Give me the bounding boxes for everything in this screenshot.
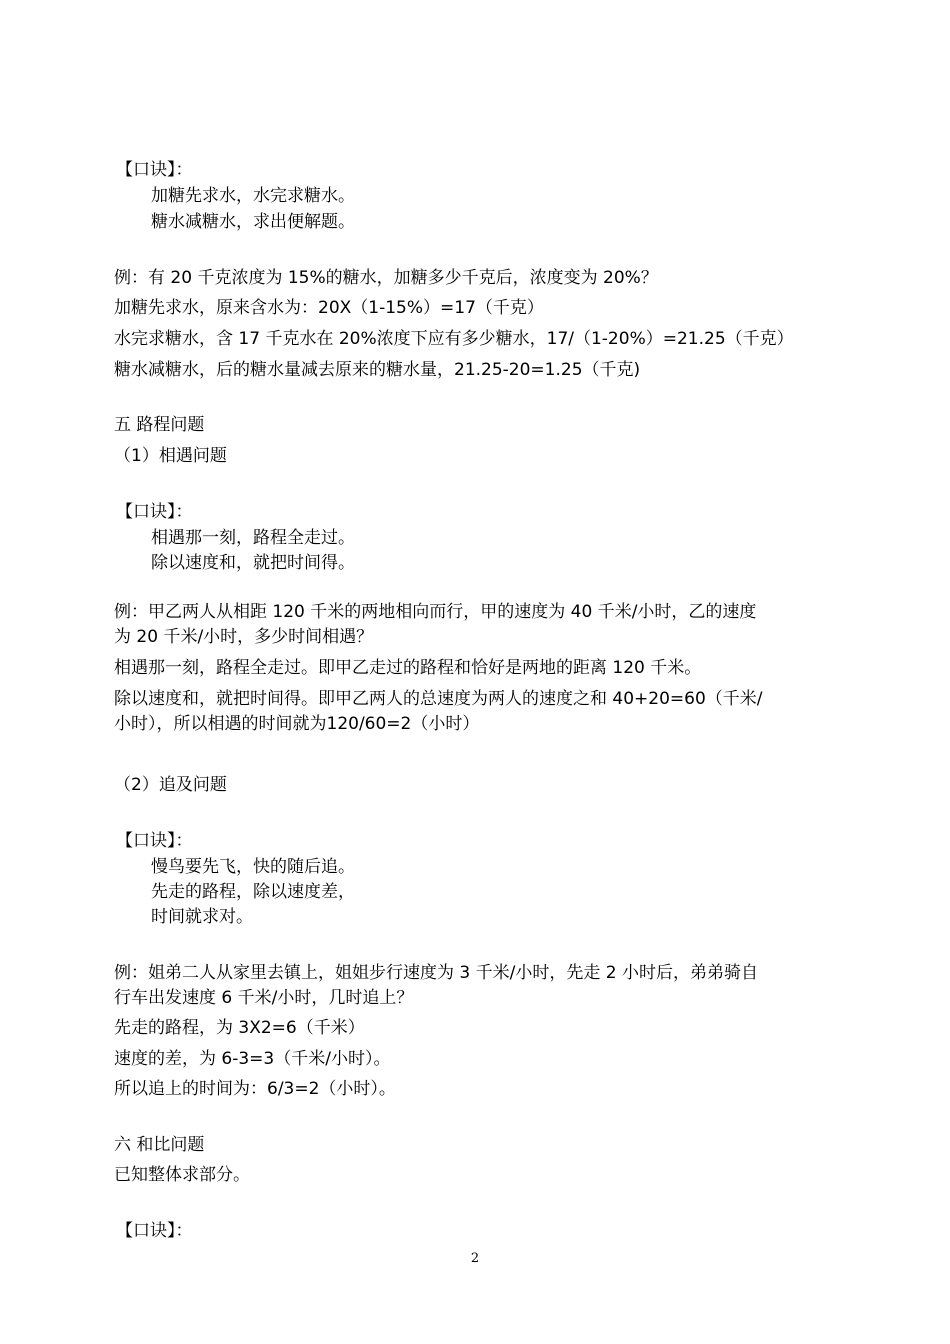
section-title: 五 路程问题 bbox=[114, 415, 205, 435]
page-number: 2 bbox=[470, 1251, 480, 1266]
mnemonic-line: 慢鸟要先飞，快的随后追。 bbox=[151, 857, 355, 877]
section-subtitle: 已知整体求部分。 bbox=[114, 1165, 250, 1185]
example-line: 水完求糖水，含 17 千克水在 20%浓度下应有多少糖水，17/（1-20%）=21.25（千克） bbox=[114, 329, 794, 349]
example-line: 小时），所以相遇的时间就为120/60=2（小时） bbox=[114, 714, 480, 734]
mnemonic-line: 先走的路程，除以速度差， bbox=[151, 882, 355, 902]
mnemonic-line: 加糖先求水，水完求糖水。 bbox=[151, 186, 355, 206]
example-line: 例：甲乙两人从相距 120 千米的两地相向而行，甲的速度为 40 千米/小时，乙的速度 bbox=[114, 602, 757, 622]
example-line: 速度的差，为 6-3=3（千米/小时）。 bbox=[114, 1049, 391, 1069]
mnemonic-line: 除以速度和，就把时间得。 bbox=[151, 553, 355, 573]
mnemonic-label: 【口诀】： bbox=[116, 1221, 193, 1241]
mnemonic-line: 相遇那一刻，路程全走过。 bbox=[151, 528, 355, 548]
section-subtitle: （2）追及问题 bbox=[114, 775, 227, 795]
mnemonic-label: 【口诀】： bbox=[116, 502, 193, 522]
example-line: 例：姐弟二人从家里去镇上，姐姐步行速度为 3 千米/小时，先走 2 小时后，弟弟骑自 bbox=[114, 963, 758, 983]
example-line: 除以速度和，就把时间得。即甲乙两人的总速度为两人的速度之和 40+20=60（千米/ bbox=[114, 689, 763, 709]
example-line: 加糖先求水，原来含水为：20X（1-15%）=17（千克） bbox=[114, 298, 544, 318]
mnemonic-label: 【口诀】： bbox=[116, 160, 193, 180]
example-line: 相遇那一刻，路程全走过。即甲乙走过的路程和恰好是两地的距离 120 千米。 bbox=[114, 658, 702, 678]
section-title: 六 和比问题 bbox=[114, 1135, 205, 1155]
mnemonic-line: 糖水减糖水，求出便解题。 bbox=[151, 212, 355, 232]
example-line: 例：有 20 千克浓度为 15%的糖水，加糖多少千克后，浓度变为 20%？ bbox=[114, 268, 658, 288]
mnemonic-line: 时间就求对。 bbox=[151, 907, 253, 927]
example-line: 所以追上的时间为：6/3=2（小时）。 bbox=[114, 1079, 396, 1099]
example-line: 糖水减糖水，后的糖水量减去原来的糖水量，21.25-20=1.25（千克) bbox=[114, 360, 641, 380]
example-line: 先走的路程，为 3X2=6（千米） bbox=[114, 1018, 365, 1038]
example-line: 行车出发速度 6 千米/小时，几时追上？ bbox=[114, 988, 414, 1008]
mnemonic-label: 【口诀】： bbox=[116, 831, 193, 851]
section-subtitle: （1）相遇问题 bbox=[114, 446, 227, 466]
example-line: 为 20 千米/小时，多少时间相遇？ bbox=[114, 627, 374, 647]
